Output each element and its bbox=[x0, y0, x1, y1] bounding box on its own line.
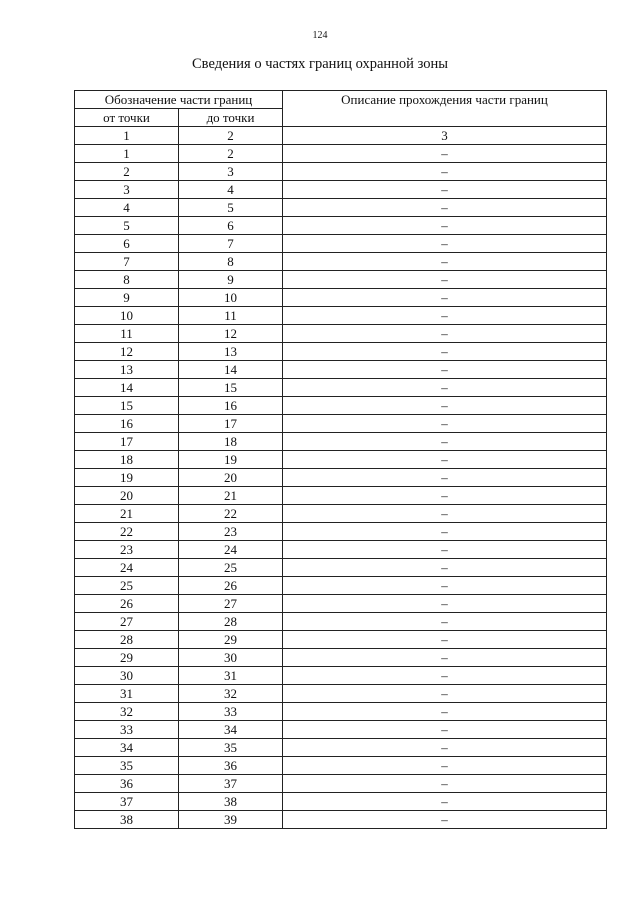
table-row bbox=[75, 199, 607, 217]
to-point-cell: 23 bbox=[179, 523, 283, 541]
from-point-cell: 18 bbox=[75, 451, 179, 469]
from-point-cell: 8 bbox=[75, 271, 179, 289]
to-point-cell: 36 bbox=[179, 757, 283, 775]
table-row bbox=[75, 271, 607, 289]
from-point-cell: 32 bbox=[75, 703, 179, 721]
from-point-cell: 17 bbox=[75, 433, 179, 451]
from-point-cell: 35 bbox=[75, 757, 179, 775]
from-point-cell: 22 bbox=[75, 523, 179, 541]
header-boundary-part-designation: Обозначение части границ bbox=[75, 91, 283, 109]
to-point-cell: 19 bbox=[179, 451, 283, 469]
description-cell: – bbox=[283, 631, 607, 649]
table-row bbox=[75, 487, 607, 505]
description-cell: – bbox=[283, 811, 607, 829]
from-point-cell: 29 bbox=[75, 649, 179, 667]
to-point-cell: 16 bbox=[179, 397, 283, 415]
column-number: 1 bbox=[75, 127, 179, 145]
to-point-cell: 25 bbox=[179, 559, 283, 577]
description-cell: – bbox=[283, 181, 607, 199]
to-point-cell: 6 bbox=[179, 217, 283, 235]
description-cell: – bbox=[283, 775, 607, 793]
description-cell: – bbox=[283, 199, 607, 217]
description-cell: – bbox=[283, 721, 607, 739]
to-point-cell: 21 bbox=[179, 487, 283, 505]
description-cell: – bbox=[283, 559, 607, 577]
from-point-cell: 14 bbox=[75, 379, 179, 397]
table-row bbox=[75, 523, 607, 541]
description-cell: – bbox=[283, 757, 607, 775]
table-row bbox=[75, 595, 607, 613]
table-row bbox=[75, 559, 607, 577]
description-cell: – bbox=[283, 325, 607, 343]
description-cell: – bbox=[283, 217, 607, 235]
to-point-cell: 30 bbox=[179, 649, 283, 667]
from-point-cell: 11 bbox=[75, 325, 179, 343]
to-point-cell: 29 bbox=[179, 631, 283, 649]
description-cell: – bbox=[283, 541, 607, 559]
from-point-cell: 5 bbox=[75, 217, 179, 235]
from-point-cell: 12 bbox=[75, 343, 179, 361]
from-point-cell: 25 bbox=[75, 577, 179, 595]
to-point-cell: 31 bbox=[179, 667, 283, 685]
from-point-cell: 4 bbox=[75, 199, 179, 217]
table-row bbox=[75, 703, 607, 721]
table-row bbox=[75, 343, 607, 361]
description-cell: – bbox=[283, 613, 607, 631]
description-cell: – bbox=[283, 307, 607, 325]
description-cell: – bbox=[283, 253, 607, 271]
to-point-cell: 18 bbox=[179, 433, 283, 451]
to-point-cell: 28 bbox=[179, 613, 283, 631]
to-point-cell: 11 bbox=[179, 307, 283, 325]
from-point-cell: 6 bbox=[75, 235, 179, 253]
description-cell: – bbox=[283, 433, 607, 451]
boundary-table bbox=[74, 90, 607, 829]
description-cell: – bbox=[283, 361, 607, 379]
column-number: 3 bbox=[283, 127, 607, 145]
to-point-cell: 5 bbox=[179, 199, 283, 217]
page-title: Сведения о частях границ охранной зоны bbox=[192, 56, 448, 72]
description-cell: – bbox=[283, 469, 607, 487]
from-point-cell: 30 bbox=[75, 667, 179, 685]
to-point-cell: 22 bbox=[179, 505, 283, 523]
to-point-cell: 24 bbox=[179, 541, 283, 559]
table-row bbox=[75, 739, 607, 757]
table-row bbox=[75, 649, 607, 667]
description-cell: – bbox=[283, 163, 607, 181]
table-row bbox=[75, 469, 607, 487]
description-cell: – bbox=[283, 271, 607, 289]
from-point-cell: 10 bbox=[75, 307, 179, 325]
from-point-cell: 28 bbox=[75, 631, 179, 649]
table-row bbox=[75, 163, 607, 181]
table-row bbox=[75, 379, 607, 397]
from-point-cell: 37 bbox=[75, 793, 179, 811]
header-boundary-description: Описание прохождения части границ bbox=[283, 91, 607, 127]
table-row bbox=[75, 613, 607, 631]
from-point-cell: 15 bbox=[75, 397, 179, 415]
table-row bbox=[75, 397, 607, 415]
to-point-cell: 12 bbox=[179, 325, 283, 343]
table-row bbox=[75, 811, 607, 829]
header-from-point: от точки bbox=[75, 109, 179, 127]
to-point-cell: 37 bbox=[179, 775, 283, 793]
from-point-cell: 2 bbox=[75, 163, 179, 181]
page-number: 124 bbox=[312, 30, 328, 41]
description-cell: – bbox=[283, 505, 607, 523]
from-point-cell: 1 bbox=[75, 145, 179, 163]
to-point-cell: 8 bbox=[179, 253, 283, 271]
table-row bbox=[75, 325, 607, 343]
table-body bbox=[75, 145, 607, 829]
table-row bbox=[75, 577, 607, 595]
table-row bbox=[75, 145, 607, 163]
description-cell: – bbox=[283, 379, 607, 397]
table-row bbox=[75, 631, 607, 649]
table-row bbox=[75, 757, 607, 775]
from-point-cell: 20 bbox=[75, 487, 179, 505]
column-number: 2 bbox=[179, 127, 283, 145]
description-cell: – bbox=[283, 793, 607, 811]
to-point-cell: 38 bbox=[179, 793, 283, 811]
from-point-cell: 27 bbox=[75, 613, 179, 631]
to-point-cell: 13 bbox=[179, 343, 283, 361]
from-point-cell: 16 bbox=[75, 415, 179, 433]
description-cell: – bbox=[283, 343, 607, 361]
description-cell: – bbox=[283, 415, 607, 433]
table-row bbox=[75, 433, 607, 451]
from-point-cell: 3 bbox=[75, 181, 179, 199]
description-cell: – bbox=[283, 289, 607, 307]
from-point-cell: 26 bbox=[75, 595, 179, 613]
to-point-cell: 34 bbox=[179, 721, 283, 739]
description-cell: – bbox=[283, 685, 607, 703]
description-cell: – bbox=[283, 577, 607, 595]
description-cell: – bbox=[283, 739, 607, 757]
table-row bbox=[75, 541, 607, 559]
to-point-cell: 14 bbox=[179, 361, 283, 379]
to-point-cell: 17 bbox=[179, 415, 283, 433]
description-cell: – bbox=[283, 667, 607, 685]
to-point-cell: 27 bbox=[179, 595, 283, 613]
from-point-cell: 36 bbox=[75, 775, 179, 793]
to-point-cell: 33 bbox=[179, 703, 283, 721]
table-row bbox=[75, 451, 607, 469]
description-cell: – bbox=[283, 451, 607, 469]
table-header bbox=[75, 91, 607, 145]
table-row bbox=[75, 217, 607, 235]
to-point-cell: 7 bbox=[179, 235, 283, 253]
from-point-cell: 9 bbox=[75, 289, 179, 307]
description-cell: – bbox=[283, 649, 607, 667]
table-row bbox=[75, 415, 607, 433]
table-row bbox=[75, 667, 607, 685]
description-cell: – bbox=[283, 703, 607, 721]
table-row bbox=[75, 685, 607, 703]
to-point-cell: 4 bbox=[179, 181, 283, 199]
from-point-cell: 33 bbox=[75, 721, 179, 739]
to-point-cell: 35 bbox=[179, 739, 283, 757]
description-cell: – bbox=[283, 145, 607, 163]
description-cell: – bbox=[283, 397, 607, 415]
table-row bbox=[75, 775, 607, 793]
table-row bbox=[75, 721, 607, 739]
table-row bbox=[75, 253, 607, 271]
from-point-cell: 13 bbox=[75, 361, 179, 379]
table-row bbox=[75, 289, 607, 307]
to-point-cell: 26 bbox=[179, 577, 283, 595]
to-point-cell: 20 bbox=[179, 469, 283, 487]
table-row bbox=[75, 235, 607, 253]
from-point-cell: 7 bbox=[75, 253, 179, 271]
column-number-row bbox=[75, 127, 607, 145]
from-point-cell: 31 bbox=[75, 685, 179, 703]
to-point-cell: 10 bbox=[179, 289, 283, 307]
to-point-cell: 3 bbox=[179, 163, 283, 181]
table-row bbox=[75, 505, 607, 523]
table-row bbox=[75, 181, 607, 199]
description-cell: – bbox=[283, 595, 607, 613]
to-point-cell: 39 bbox=[179, 811, 283, 829]
table-row bbox=[75, 307, 607, 325]
description-cell: – bbox=[283, 235, 607, 253]
description-cell: – bbox=[283, 523, 607, 541]
description-cell: – bbox=[283, 487, 607, 505]
from-point-cell: 19 bbox=[75, 469, 179, 487]
from-point-cell: 21 bbox=[75, 505, 179, 523]
table-row bbox=[75, 793, 607, 811]
from-point-cell: 23 bbox=[75, 541, 179, 559]
from-point-cell: 34 bbox=[75, 739, 179, 757]
from-point-cell: 38 bbox=[75, 811, 179, 829]
header-to-point: до точки bbox=[179, 109, 283, 127]
to-point-cell: 9 bbox=[179, 271, 283, 289]
from-point-cell: 24 bbox=[75, 559, 179, 577]
to-point-cell: 2 bbox=[179, 145, 283, 163]
table-row bbox=[75, 361, 607, 379]
to-point-cell: 32 bbox=[179, 685, 283, 703]
to-point-cell: 15 bbox=[179, 379, 283, 397]
